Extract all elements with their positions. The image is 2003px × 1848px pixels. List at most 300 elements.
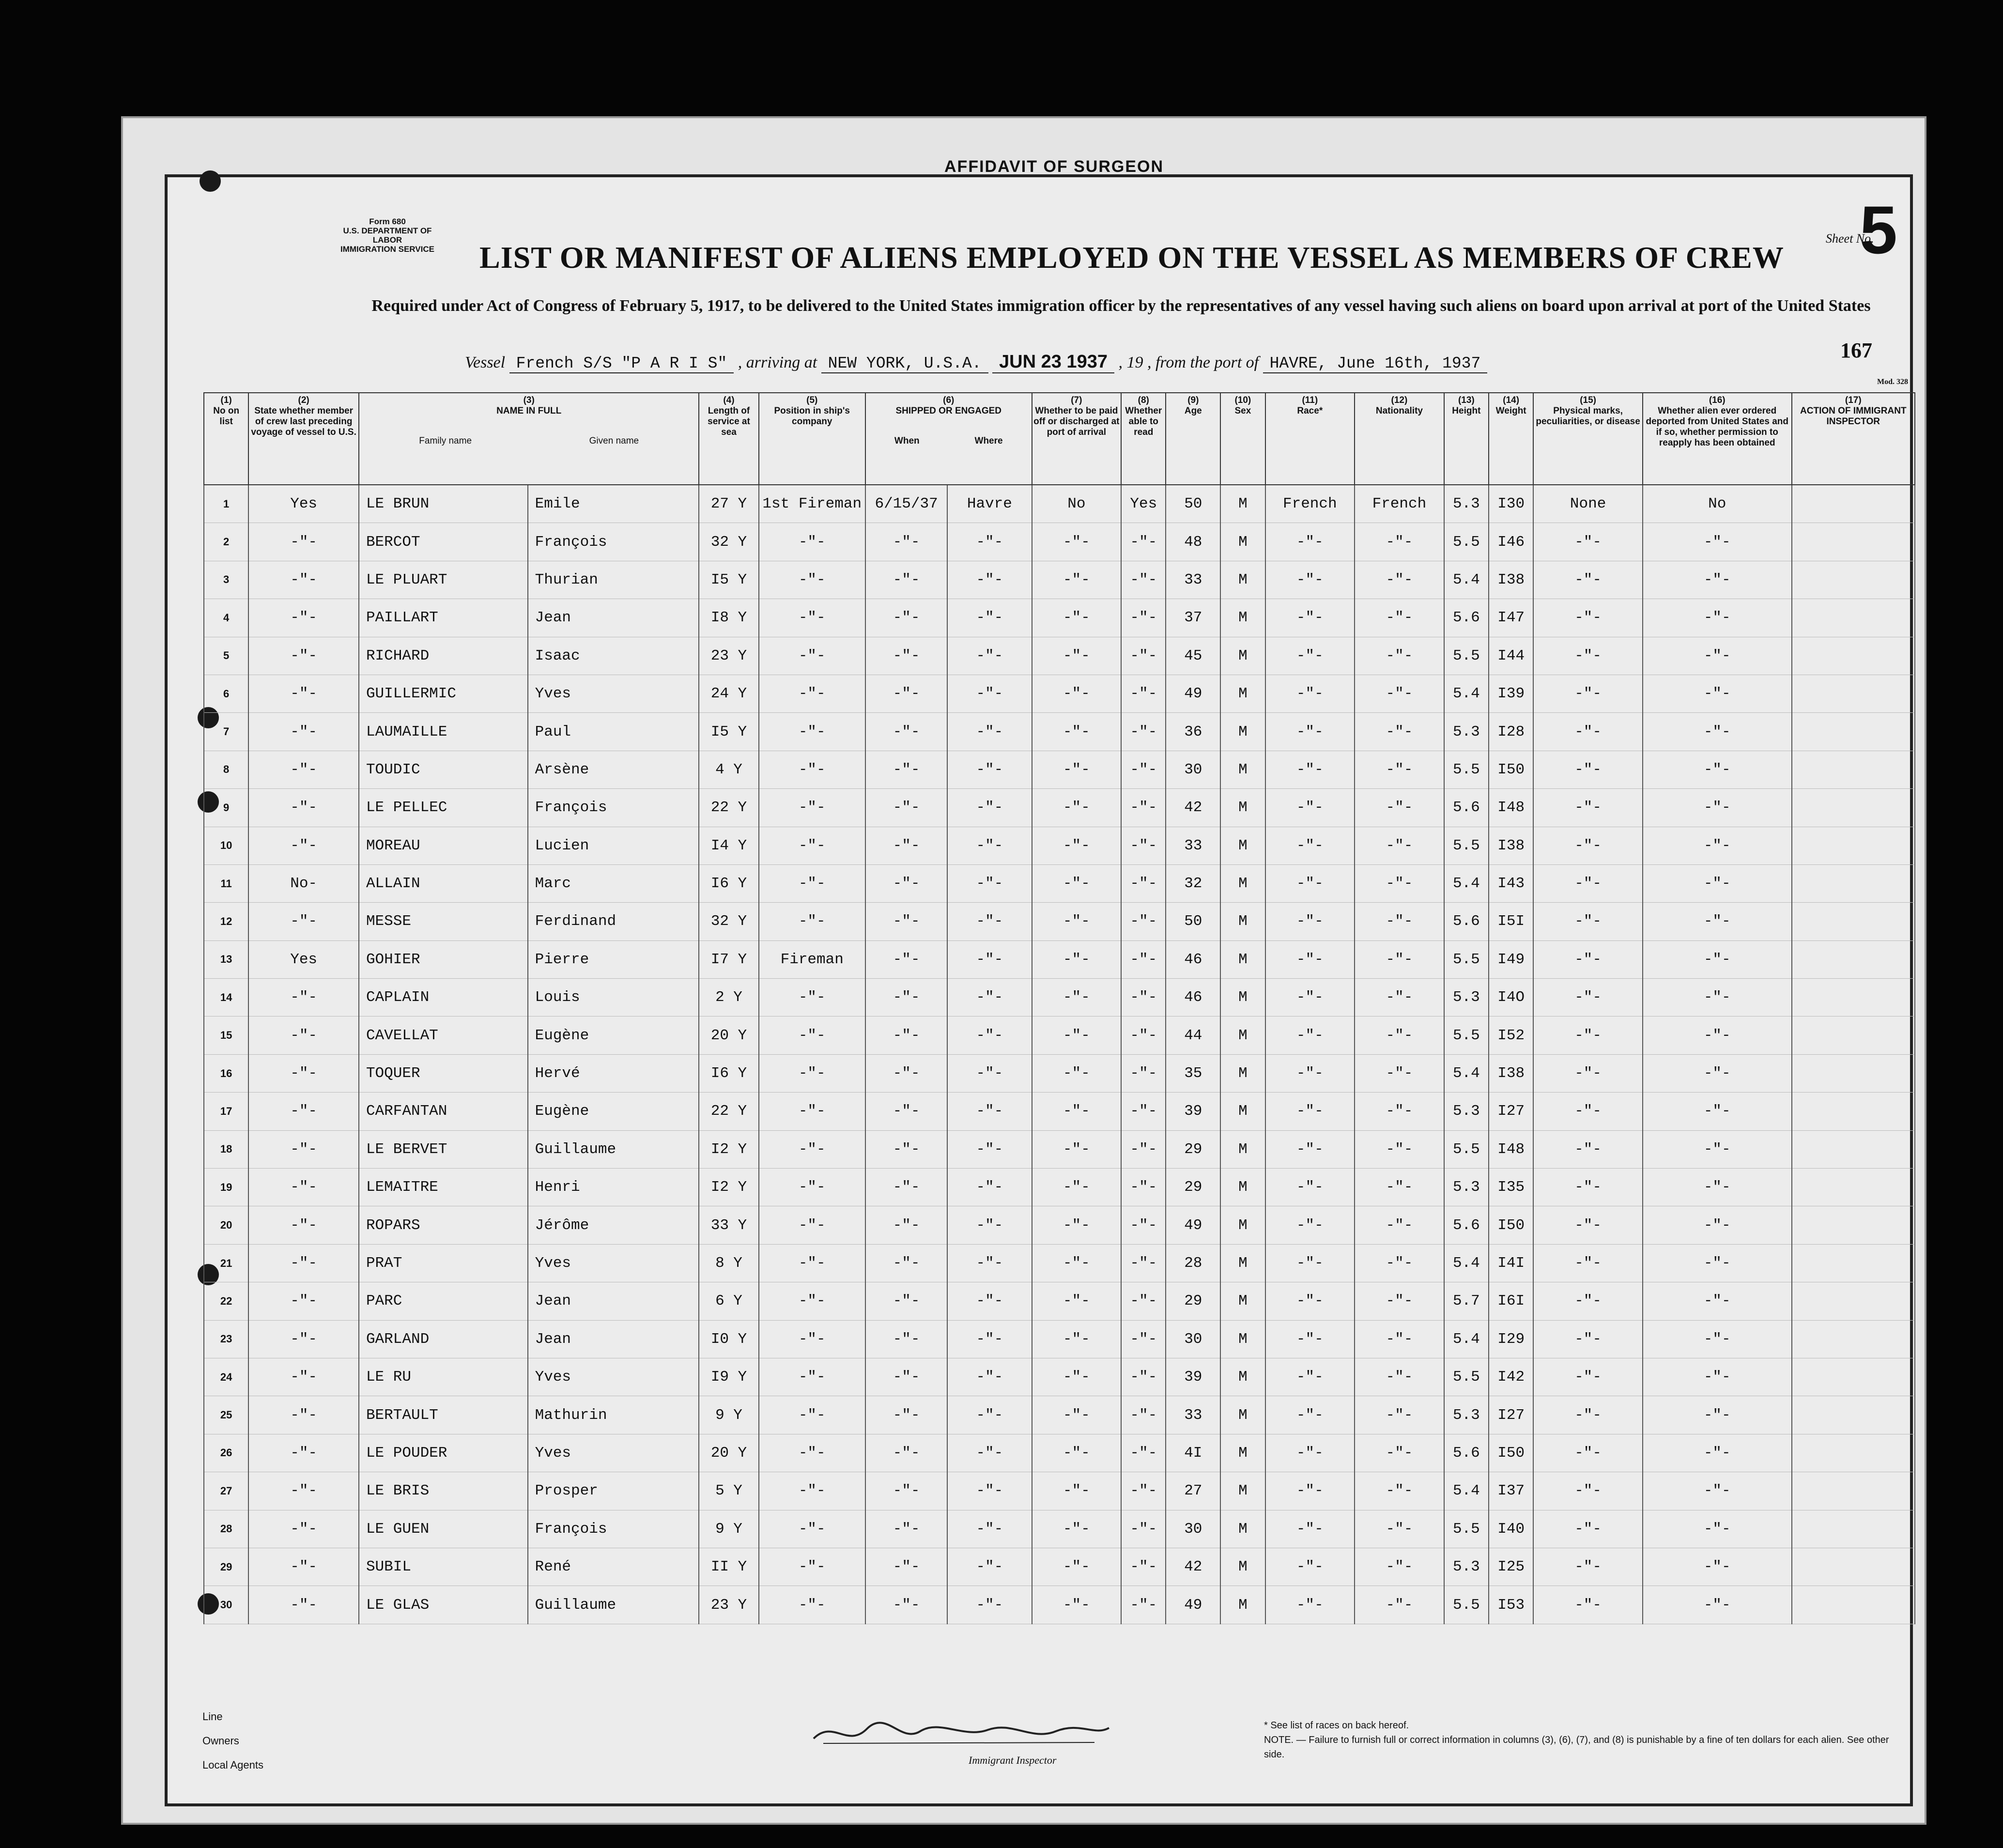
given-name-cell: Prosper bbox=[528, 1472, 699, 1510]
race-cell: -"- bbox=[1265, 599, 1355, 637]
paid-off-cell: -"- bbox=[1032, 1472, 1122, 1510]
physical-marks-cell: -"- bbox=[1533, 1586, 1643, 1624]
sex-cell: M bbox=[1220, 637, 1265, 675]
shipped-where-cell: -"- bbox=[947, 1244, 1032, 1282]
able-to-read-cell: Yes bbox=[1121, 485, 1166, 523]
age-cell: 46 bbox=[1166, 940, 1220, 978]
paid-off-cell: -"- bbox=[1032, 903, 1122, 940]
table-row bbox=[204, 979, 1915, 1016]
prev-voyage-cell: -"- bbox=[248, 561, 359, 599]
weight-cell: I49 bbox=[1489, 940, 1533, 978]
given-name-cell: Emile bbox=[528, 485, 699, 523]
family-name-cell: LEMAITRE bbox=[359, 1169, 528, 1206]
physical-marks-cell: -"- bbox=[1533, 903, 1643, 940]
given-name-cell: Thurian bbox=[528, 561, 699, 599]
prev-voyage-cell: -"- bbox=[248, 1244, 359, 1282]
paid-off-cell: -"- bbox=[1032, 1282, 1122, 1320]
able-to-read-cell: -"- bbox=[1121, 1130, 1166, 1168]
shipped-when-cell: 6/15/37 bbox=[865, 485, 947, 523]
col-header-weight: (14) Weight bbox=[1489, 393, 1533, 485]
table-row bbox=[204, 1244, 1915, 1282]
physical-marks-cell: -"- bbox=[1533, 1206, 1643, 1244]
table-row bbox=[204, 940, 1915, 978]
col-header-height: (13) Height bbox=[1444, 393, 1489, 485]
sea-service-cell: I2 Y bbox=[699, 1130, 758, 1168]
service-name: IMMIGRATION SERVICE bbox=[340, 245, 434, 254]
given-name-cell: Guillaume bbox=[528, 1130, 699, 1168]
vessel-name: French S/S "P A R I S" bbox=[509, 354, 734, 373]
col-header-family: Family name bbox=[419, 436, 472, 446]
able-to-read-cell: -"- bbox=[1121, 1586, 1166, 1624]
table-row bbox=[204, 1548, 1915, 1586]
shipped-where-cell: -"- bbox=[947, 979, 1032, 1016]
shipped-where-cell: -"- bbox=[947, 1093, 1032, 1130]
able-to-read-cell: -"- bbox=[1121, 751, 1166, 788]
sex-cell: M bbox=[1220, 713, 1265, 751]
sex-cell: M bbox=[1220, 1206, 1265, 1244]
given-name-cell: Jean bbox=[528, 1282, 699, 1320]
physical-marks-cell: -"- bbox=[1533, 1396, 1643, 1434]
shipped-when-cell: -"- bbox=[865, 637, 947, 675]
sex-cell: M bbox=[1220, 1586, 1265, 1624]
row-number: 7 bbox=[204, 713, 248, 751]
able-to-read-cell: -"- bbox=[1121, 599, 1166, 637]
mod-number: Mod. 328 bbox=[1877, 378, 1908, 386]
sex-cell: M bbox=[1220, 485, 1265, 523]
race-cell: -"- bbox=[1265, 637, 1355, 675]
family-name-cell: LE BERVET bbox=[359, 1130, 528, 1168]
given-name-cell: Paul bbox=[528, 713, 699, 751]
height-cell: 5.5 bbox=[1444, 1510, 1489, 1548]
table-row bbox=[204, 827, 1915, 864]
sex-cell: M bbox=[1220, 1016, 1265, 1054]
weight-cell: I53 bbox=[1489, 1586, 1533, 1624]
race-cell: -"- bbox=[1265, 1586, 1355, 1624]
race-cell: -"- bbox=[1265, 1434, 1355, 1472]
nationality-cell: -"- bbox=[1355, 637, 1444, 675]
physical-marks-cell: -"- bbox=[1533, 599, 1643, 637]
paid-off-cell: -"- bbox=[1032, 1016, 1122, 1054]
inspector-action-cell bbox=[1792, 1320, 1915, 1358]
height-cell: 5.5 bbox=[1444, 1130, 1489, 1168]
row-number: 1 bbox=[204, 485, 248, 523]
inspector-action-cell bbox=[1792, 485, 1915, 523]
family-name-cell: SUBIL bbox=[359, 1548, 528, 1586]
table-row bbox=[204, 561, 1915, 599]
nationality-cell: -"- bbox=[1355, 864, 1444, 902]
sea-service-cell: I5 Y bbox=[699, 713, 758, 751]
col-header-paid-off: (7) Whether to be paid off or discharged at port of arrival bbox=[1032, 393, 1122, 485]
row-number: 16 bbox=[204, 1054, 248, 1092]
given-name-cell: Eugène bbox=[528, 1016, 699, 1054]
prev-voyage-cell: -"- bbox=[248, 713, 359, 751]
able-to-read-cell: -"- bbox=[1121, 979, 1166, 1016]
shipped-where-cell: Havre bbox=[947, 485, 1032, 523]
year-label: , 19 bbox=[1118, 354, 1143, 371]
age-cell: 29 bbox=[1166, 1169, 1220, 1206]
physical-marks-cell: -"- bbox=[1533, 1358, 1643, 1396]
paid-off-cell: -"- bbox=[1032, 599, 1122, 637]
able-to-read-cell: -"- bbox=[1121, 1282, 1166, 1320]
race-cell: -"- bbox=[1265, 1396, 1355, 1434]
row-number: 25 bbox=[204, 1396, 248, 1434]
position-cell: -"- bbox=[759, 864, 865, 902]
height-cell: 5.5 bbox=[1444, 940, 1489, 978]
age-cell: 30 bbox=[1166, 1510, 1220, 1548]
given-name-cell: Jean bbox=[528, 599, 699, 637]
weight-cell: I38 bbox=[1489, 561, 1533, 599]
age-cell: 29 bbox=[1166, 1282, 1220, 1320]
age-cell: 50 bbox=[1166, 903, 1220, 940]
height-cell: 5.4 bbox=[1444, 675, 1489, 712]
table-row bbox=[204, 1472, 1915, 1510]
affidavit-heading: AFFIDAVIT OF SURGEON bbox=[944, 157, 1164, 176]
table-row bbox=[204, 599, 1915, 637]
paid-off-cell: -"- bbox=[1032, 1320, 1122, 1358]
inspector-action-cell bbox=[1792, 1434, 1915, 1472]
age-cell: 50 bbox=[1166, 485, 1220, 523]
physical-marks-cell: -"- bbox=[1533, 751, 1643, 788]
col-header-sex: (10) Sex bbox=[1220, 393, 1265, 485]
row-number: 9 bbox=[204, 789, 248, 827]
position-cell: -"- bbox=[759, 1206, 865, 1244]
position-cell: -"- bbox=[759, 1472, 865, 1510]
position-cell: -"- bbox=[759, 1396, 865, 1434]
sea-service-cell: I6 Y bbox=[699, 864, 758, 902]
position-cell: -"- bbox=[759, 637, 865, 675]
deported-cell: -"- bbox=[1643, 751, 1792, 788]
inspector-action-cell bbox=[1792, 1244, 1915, 1282]
sea-service-cell: I4 Y bbox=[699, 827, 758, 864]
age-cell: 37 bbox=[1166, 599, 1220, 637]
table-row bbox=[204, 637, 1915, 675]
shipped-when-cell: -"- bbox=[865, 1586, 947, 1624]
prev-voyage-cell: -"- bbox=[248, 1169, 359, 1206]
paid-off-cell: -"- bbox=[1032, 979, 1122, 1016]
given-name-cell: Mathurin bbox=[528, 1396, 699, 1434]
shipped-when-cell: -"- bbox=[865, 1130, 947, 1168]
prev-voyage-cell: -"- bbox=[248, 1472, 359, 1510]
family-name-cell: MOREAU bbox=[359, 827, 528, 864]
table-row bbox=[204, 1206, 1915, 1244]
position-cell: -"- bbox=[759, 789, 865, 827]
family-name-cell: LE RU bbox=[359, 1358, 528, 1396]
given-name-cell: François bbox=[528, 789, 699, 827]
weight-cell: I27 bbox=[1489, 1396, 1533, 1434]
nationality-cell: -"- bbox=[1355, 789, 1444, 827]
shipped-where-cell: -"- bbox=[947, 789, 1032, 827]
shipped-when-cell: -"- bbox=[865, 1396, 947, 1434]
height-cell: 5.5 bbox=[1444, 523, 1489, 561]
family-name-cell: BERTAULT bbox=[359, 1396, 528, 1434]
binder-hole bbox=[200, 170, 221, 192]
shipped-where-cell: -"- bbox=[947, 599, 1032, 637]
age-cell: 46 bbox=[1166, 979, 1220, 1016]
nationality-cell: -"- bbox=[1355, 1320, 1444, 1358]
weight-cell: I46 bbox=[1489, 523, 1533, 561]
position-cell: -"- bbox=[759, 1244, 865, 1282]
weight-cell: I40 bbox=[1489, 1510, 1533, 1548]
sea-service-cell: 22 Y bbox=[699, 789, 758, 827]
paid-off-cell: -"- bbox=[1032, 940, 1122, 978]
table-row bbox=[204, 751, 1915, 788]
nationality-cell: -"- bbox=[1355, 903, 1444, 940]
shipped-when-cell: -"- bbox=[865, 1320, 947, 1358]
row-number: 21 bbox=[204, 1244, 248, 1282]
signature-caption: Immigrant Inspector bbox=[969, 1754, 1057, 1766]
weight-cell: I48 bbox=[1489, 1130, 1533, 1168]
table-row bbox=[204, 1169, 1915, 1206]
physical-marks-cell: -"- bbox=[1533, 675, 1643, 712]
prev-voyage-cell: -"- bbox=[248, 789, 359, 827]
position-cell: -"- bbox=[759, 903, 865, 940]
weight-cell: I42 bbox=[1489, 1358, 1533, 1396]
row-number: 24 bbox=[204, 1358, 248, 1396]
age-cell: 39 bbox=[1166, 1093, 1220, 1130]
family-name-cell: ALLAIN bbox=[359, 864, 528, 902]
given-name-cell: Lucien bbox=[528, 827, 699, 864]
prev-voyage-cell: -"- bbox=[248, 903, 359, 940]
vessel-label: Vessel bbox=[465, 354, 506, 371]
race-cell: -"- bbox=[1265, 1282, 1355, 1320]
inspector-action-cell bbox=[1792, 1016, 1915, 1054]
table-row bbox=[204, 675, 1915, 712]
position-cell: 1st Fireman bbox=[759, 485, 865, 523]
given-name-cell: Marc bbox=[528, 864, 699, 902]
age-cell: 39 bbox=[1166, 1358, 1220, 1396]
prev-voyage-cell: -"- bbox=[248, 1396, 359, 1434]
shipped-where-cell: -"- bbox=[947, 1434, 1032, 1472]
given-name-cell: Ferdinand bbox=[528, 903, 699, 940]
age-cell: 49 bbox=[1166, 1206, 1220, 1244]
inspector-action-cell bbox=[1792, 1586, 1915, 1624]
row-number: 19 bbox=[204, 1169, 248, 1206]
paid-off-cell: -"- bbox=[1032, 713, 1122, 751]
row-number: 6 bbox=[204, 675, 248, 712]
deported-cell: -"- bbox=[1643, 1434, 1792, 1472]
sea-service-cell: 32 Y bbox=[699, 523, 758, 561]
vessel-line bbox=[465, 352, 1487, 373]
shipped-where-cell: -"- bbox=[947, 1016, 1032, 1054]
height-cell: 5.4 bbox=[1444, 1320, 1489, 1358]
shipped-where-cell: -"- bbox=[947, 1320, 1032, 1358]
shipped-where-cell: -"- bbox=[947, 523, 1032, 561]
table-row bbox=[204, 1396, 1915, 1434]
weight-cell: I50 bbox=[1489, 751, 1533, 788]
given-name-cell: Yves bbox=[528, 1434, 699, 1472]
race-cell: -"- bbox=[1265, 561, 1355, 599]
height-cell: 5.5 bbox=[1444, 827, 1489, 864]
shipped-when-cell: -"- bbox=[865, 979, 947, 1016]
paid-off-cell: -"- bbox=[1032, 1169, 1122, 1206]
nationality-cell: -"- bbox=[1355, 1130, 1444, 1168]
table-row bbox=[204, 1054, 1915, 1092]
shipped-when-cell: -"- bbox=[865, 561, 947, 599]
row-number: 8 bbox=[204, 751, 248, 788]
able-to-read-cell: -"- bbox=[1121, 1358, 1166, 1396]
height-cell: 5.5 bbox=[1444, 637, 1489, 675]
family-name-cell: PAILLART bbox=[359, 599, 528, 637]
deported-cell: -"- bbox=[1643, 1169, 1792, 1206]
shipped-when-cell: -"- bbox=[865, 827, 947, 864]
crew-manifest-table bbox=[203, 392, 1915, 1624]
deported-cell: -"- bbox=[1643, 1054, 1792, 1092]
inspector-action-cell bbox=[1792, 1510, 1915, 1548]
shipped-where-cell: -"- bbox=[947, 751, 1032, 788]
race-cell: -"- bbox=[1265, 979, 1355, 1016]
height-cell: 5.3 bbox=[1444, 1548, 1489, 1586]
position-cell: -"- bbox=[759, 1548, 865, 1586]
weight-cell: I6I bbox=[1489, 1282, 1533, 1320]
prev-voyage-cell: -"- bbox=[248, 751, 359, 788]
able-to-read-cell: -"- bbox=[1121, 1016, 1166, 1054]
row-number: 17 bbox=[204, 1093, 248, 1130]
crew-rows bbox=[204, 485, 1915, 1624]
arriving-port: NEW YORK, U.S.A. bbox=[821, 354, 988, 373]
sex-cell: M bbox=[1220, 599, 1265, 637]
inspector-action-cell bbox=[1792, 1206, 1915, 1244]
paid-off-cell: -"- bbox=[1032, 751, 1122, 788]
form-info bbox=[329, 217, 446, 254]
col-header-prev-voyage: (2) State whether member of crew last preceding voyage of vessel to U.S. bbox=[248, 393, 359, 485]
position-cell: -"- bbox=[759, 1282, 865, 1320]
sea-service-cell: I7 Y bbox=[699, 940, 758, 978]
deported-cell: -"- bbox=[1643, 827, 1792, 864]
sex-cell: M bbox=[1220, 1093, 1265, 1130]
height-cell: 5.7 bbox=[1444, 1282, 1489, 1320]
sex-cell: M bbox=[1220, 827, 1265, 864]
family-name-cell: LE PLUART bbox=[359, 561, 528, 599]
position-cell: -"- bbox=[759, 1320, 865, 1358]
footer-labels bbox=[202, 1705, 263, 1777]
shipped-when-cell: -"- bbox=[865, 599, 947, 637]
height-cell: 5.3 bbox=[1444, 1169, 1489, 1206]
able-to-read-cell: -"- bbox=[1121, 1093, 1166, 1130]
weight-cell: I28 bbox=[1489, 713, 1533, 751]
nationality-cell: -"- bbox=[1355, 523, 1444, 561]
weight-cell: I43 bbox=[1489, 864, 1533, 902]
height-cell: 5.5 bbox=[1444, 1586, 1489, 1624]
race-cell: -"- bbox=[1265, 1206, 1355, 1244]
family-name-cell: LE GLAS bbox=[359, 1586, 528, 1624]
paid-off-cell: -"- bbox=[1032, 827, 1122, 864]
paid-off-cell: -"- bbox=[1032, 1396, 1122, 1434]
height-cell: 5.3 bbox=[1444, 485, 1489, 523]
weight-cell: I29 bbox=[1489, 1320, 1533, 1358]
sex-cell: M bbox=[1220, 1054, 1265, 1092]
family-name-cell: PRAT bbox=[359, 1244, 528, 1282]
age-cell: 45 bbox=[1166, 637, 1220, 675]
given-name-cell: Guillaume bbox=[528, 1586, 699, 1624]
height-cell: 5.4 bbox=[1444, 864, 1489, 902]
col-header-position: (5) Position in ship's company bbox=[759, 393, 865, 485]
deported-cell: -"- bbox=[1643, 1130, 1792, 1168]
age-cell: 30 bbox=[1166, 751, 1220, 788]
position-cell: -"- bbox=[759, 1093, 865, 1130]
nationality-cell: -"- bbox=[1355, 1016, 1444, 1054]
paid-off-cell: No bbox=[1032, 485, 1122, 523]
position-cell: -"- bbox=[759, 1054, 865, 1092]
row-number: 26 bbox=[204, 1434, 248, 1472]
prev-voyage-cell: -"- bbox=[248, 827, 359, 864]
family-name-cell: CAVELLAT bbox=[359, 1016, 528, 1054]
race-cell: -"- bbox=[1265, 713, 1355, 751]
inspector-action-cell bbox=[1792, 979, 1915, 1016]
age-cell: 44 bbox=[1166, 1016, 1220, 1054]
inspector-action-cell bbox=[1792, 864, 1915, 902]
inspector-action-cell bbox=[1792, 1282, 1915, 1320]
table-row bbox=[204, 903, 1915, 940]
shipped-where-cell: -"- bbox=[947, 1169, 1032, 1206]
weight-cell: I30 bbox=[1489, 485, 1533, 523]
height-cell: 5.4 bbox=[1444, 561, 1489, 599]
physical-marks-cell: -"- bbox=[1533, 523, 1643, 561]
col-header-sea-service: (4) Length of service at sea bbox=[699, 393, 758, 485]
prev-voyage-cell: -"- bbox=[248, 1434, 359, 1472]
race-cell: -"- bbox=[1265, 827, 1355, 864]
sea-service-cell: 22 Y bbox=[699, 1093, 758, 1130]
family-name-cell: LE BRIS bbox=[359, 1472, 528, 1510]
inspector-action-cell bbox=[1792, 1130, 1915, 1168]
deported-cell: -"- bbox=[1643, 1320, 1792, 1358]
physical-marks-cell: -"- bbox=[1533, 979, 1643, 1016]
sex-cell: M bbox=[1220, 561, 1265, 599]
deported-cell: -"- bbox=[1643, 1510, 1792, 1548]
deported-cell: No bbox=[1643, 485, 1792, 523]
sex-cell: M bbox=[1220, 751, 1265, 788]
nationality-cell: -"- bbox=[1355, 979, 1444, 1016]
inspector-action-cell bbox=[1792, 637, 1915, 675]
inspector-action-cell bbox=[1792, 827, 1915, 864]
nationality-cell: -"- bbox=[1355, 1206, 1444, 1244]
given-name-cell: Arsène bbox=[528, 751, 699, 788]
given-name-cell: Yves bbox=[528, 675, 699, 712]
age-cell: 4I bbox=[1166, 1434, 1220, 1472]
row-number: 10 bbox=[204, 827, 248, 864]
inspector-action-cell bbox=[1792, 713, 1915, 751]
age-cell: 27 bbox=[1166, 1472, 1220, 1510]
nationality-cell: -"- bbox=[1355, 940, 1444, 978]
sheet-number: 5 bbox=[1860, 192, 1897, 268]
weight-cell: I47 bbox=[1489, 599, 1533, 637]
penalty-note: NOTE. — Failure to furnish full or correct information in columns (3), (6), (7), and (8) is punishable by a fine of ten dollars for each alien. See other side. bbox=[1264, 1735, 1889, 1760]
deported-cell: -"- bbox=[1643, 864, 1792, 902]
able-to-read-cell: -"- bbox=[1121, 561, 1166, 599]
race-cell: -"- bbox=[1265, 1130, 1355, 1168]
family-name-cell: MESSE bbox=[359, 903, 528, 940]
shipped-when-cell: -"- bbox=[865, 789, 947, 827]
physical-marks-cell: -"- bbox=[1533, 713, 1643, 751]
sea-service-cell: I2 Y bbox=[699, 1169, 758, 1206]
weight-cell: I39 bbox=[1489, 675, 1533, 712]
col-header-read: (8) Whether able to read bbox=[1121, 393, 1166, 485]
table-row bbox=[204, 1016, 1915, 1054]
from-label: , from the port of bbox=[1147, 354, 1259, 371]
sex-cell: M bbox=[1220, 1510, 1265, 1548]
shipped-where-cell: -"- bbox=[947, 1548, 1032, 1586]
able-to-read-cell: -"- bbox=[1121, 523, 1166, 561]
weight-cell: I48 bbox=[1489, 789, 1533, 827]
paid-off-cell: -"- bbox=[1032, 864, 1122, 902]
physical-marks-cell: -"- bbox=[1533, 1130, 1643, 1168]
deported-cell: -"- bbox=[1643, 1244, 1792, 1282]
able-to-read-cell: -"- bbox=[1121, 1510, 1166, 1548]
sex-cell: M bbox=[1220, 903, 1265, 940]
family-name-cell: GARLAND bbox=[359, 1320, 528, 1358]
shipped-when-cell: -"- bbox=[865, 864, 947, 902]
sea-service-cell: 27 Y bbox=[699, 485, 758, 523]
deported-cell: -"- bbox=[1643, 1282, 1792, 1320]
